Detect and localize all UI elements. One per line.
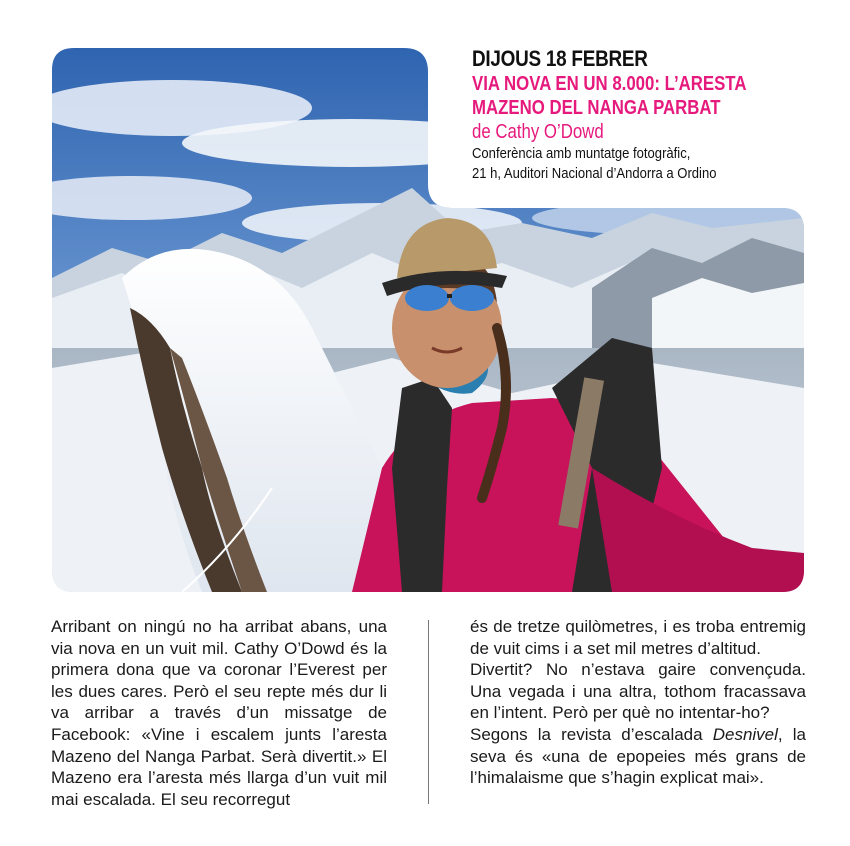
event-title-line-2: MAZENO DEL NANGA PARBAT: [472, 97, 721, 119]
magazine-name: Desnivel: [712, 724, 778, 744]
article-column-left: [51, 616, 387, 810]
event-author: de Cathy O’Dowd: [472, 121, 604, 143]
article-paragraph: Divertit? No n’estava gaire convençuda. Una vegada i una altra, tothom fracassava en l’intent. Però per què no intentar-ho?: [470, 660, 806, 723]
article-paragraph: és de tretze quilòmetres, i es troba entremig de vuit cims i a set mil metres d’altitud.: [470, 617, 806, 658]
event-info-line-1: Conferència amb muntatge fotogràfic,: [472, 146, 691, 162]
event-info-line-2: 21 h, Auditori Nacional d’Andorra a Ordino: [472, 166, 717, 182]
article-paragraph: [470, 724, 806, 789]
event-header: [472, 46, 832, 184]
article-paragraph: Arribant on ningú no ha arribat abans, una via nova en un vuit mil. Cathy O’Dowd és la primera dona que va coronar l’Everest per les dues cares. Però el seu repte més dur li va arribar a través d’un missatge de Facebook: «Vine i escalem junts l’aresta Mazeno del Nanga Parbat. Serà divertit.» El Mazeno era l’aresta més llarga d’un vuit mil mai escalada. El seu recorregut: [51, 617, 387, 809]
event-title-line-1: VIA NOVA EN UN 8.000: L’ARESTA: [472, 73, 747, 95]
column-divider: [428, 620, 429, 804]
article-column-right: [470, 616, 806, 789]
event-date: DIJOUS 18 FEBRER: [472, 46, 648, 71]
article-text: Segons la revista d’escalada: [470, 724, 713, 744]
article-text: , la seva és «una de epopeies més grans de l’himalaisme que s’hagin explicat mai».: [470, 724, 806, 788]
